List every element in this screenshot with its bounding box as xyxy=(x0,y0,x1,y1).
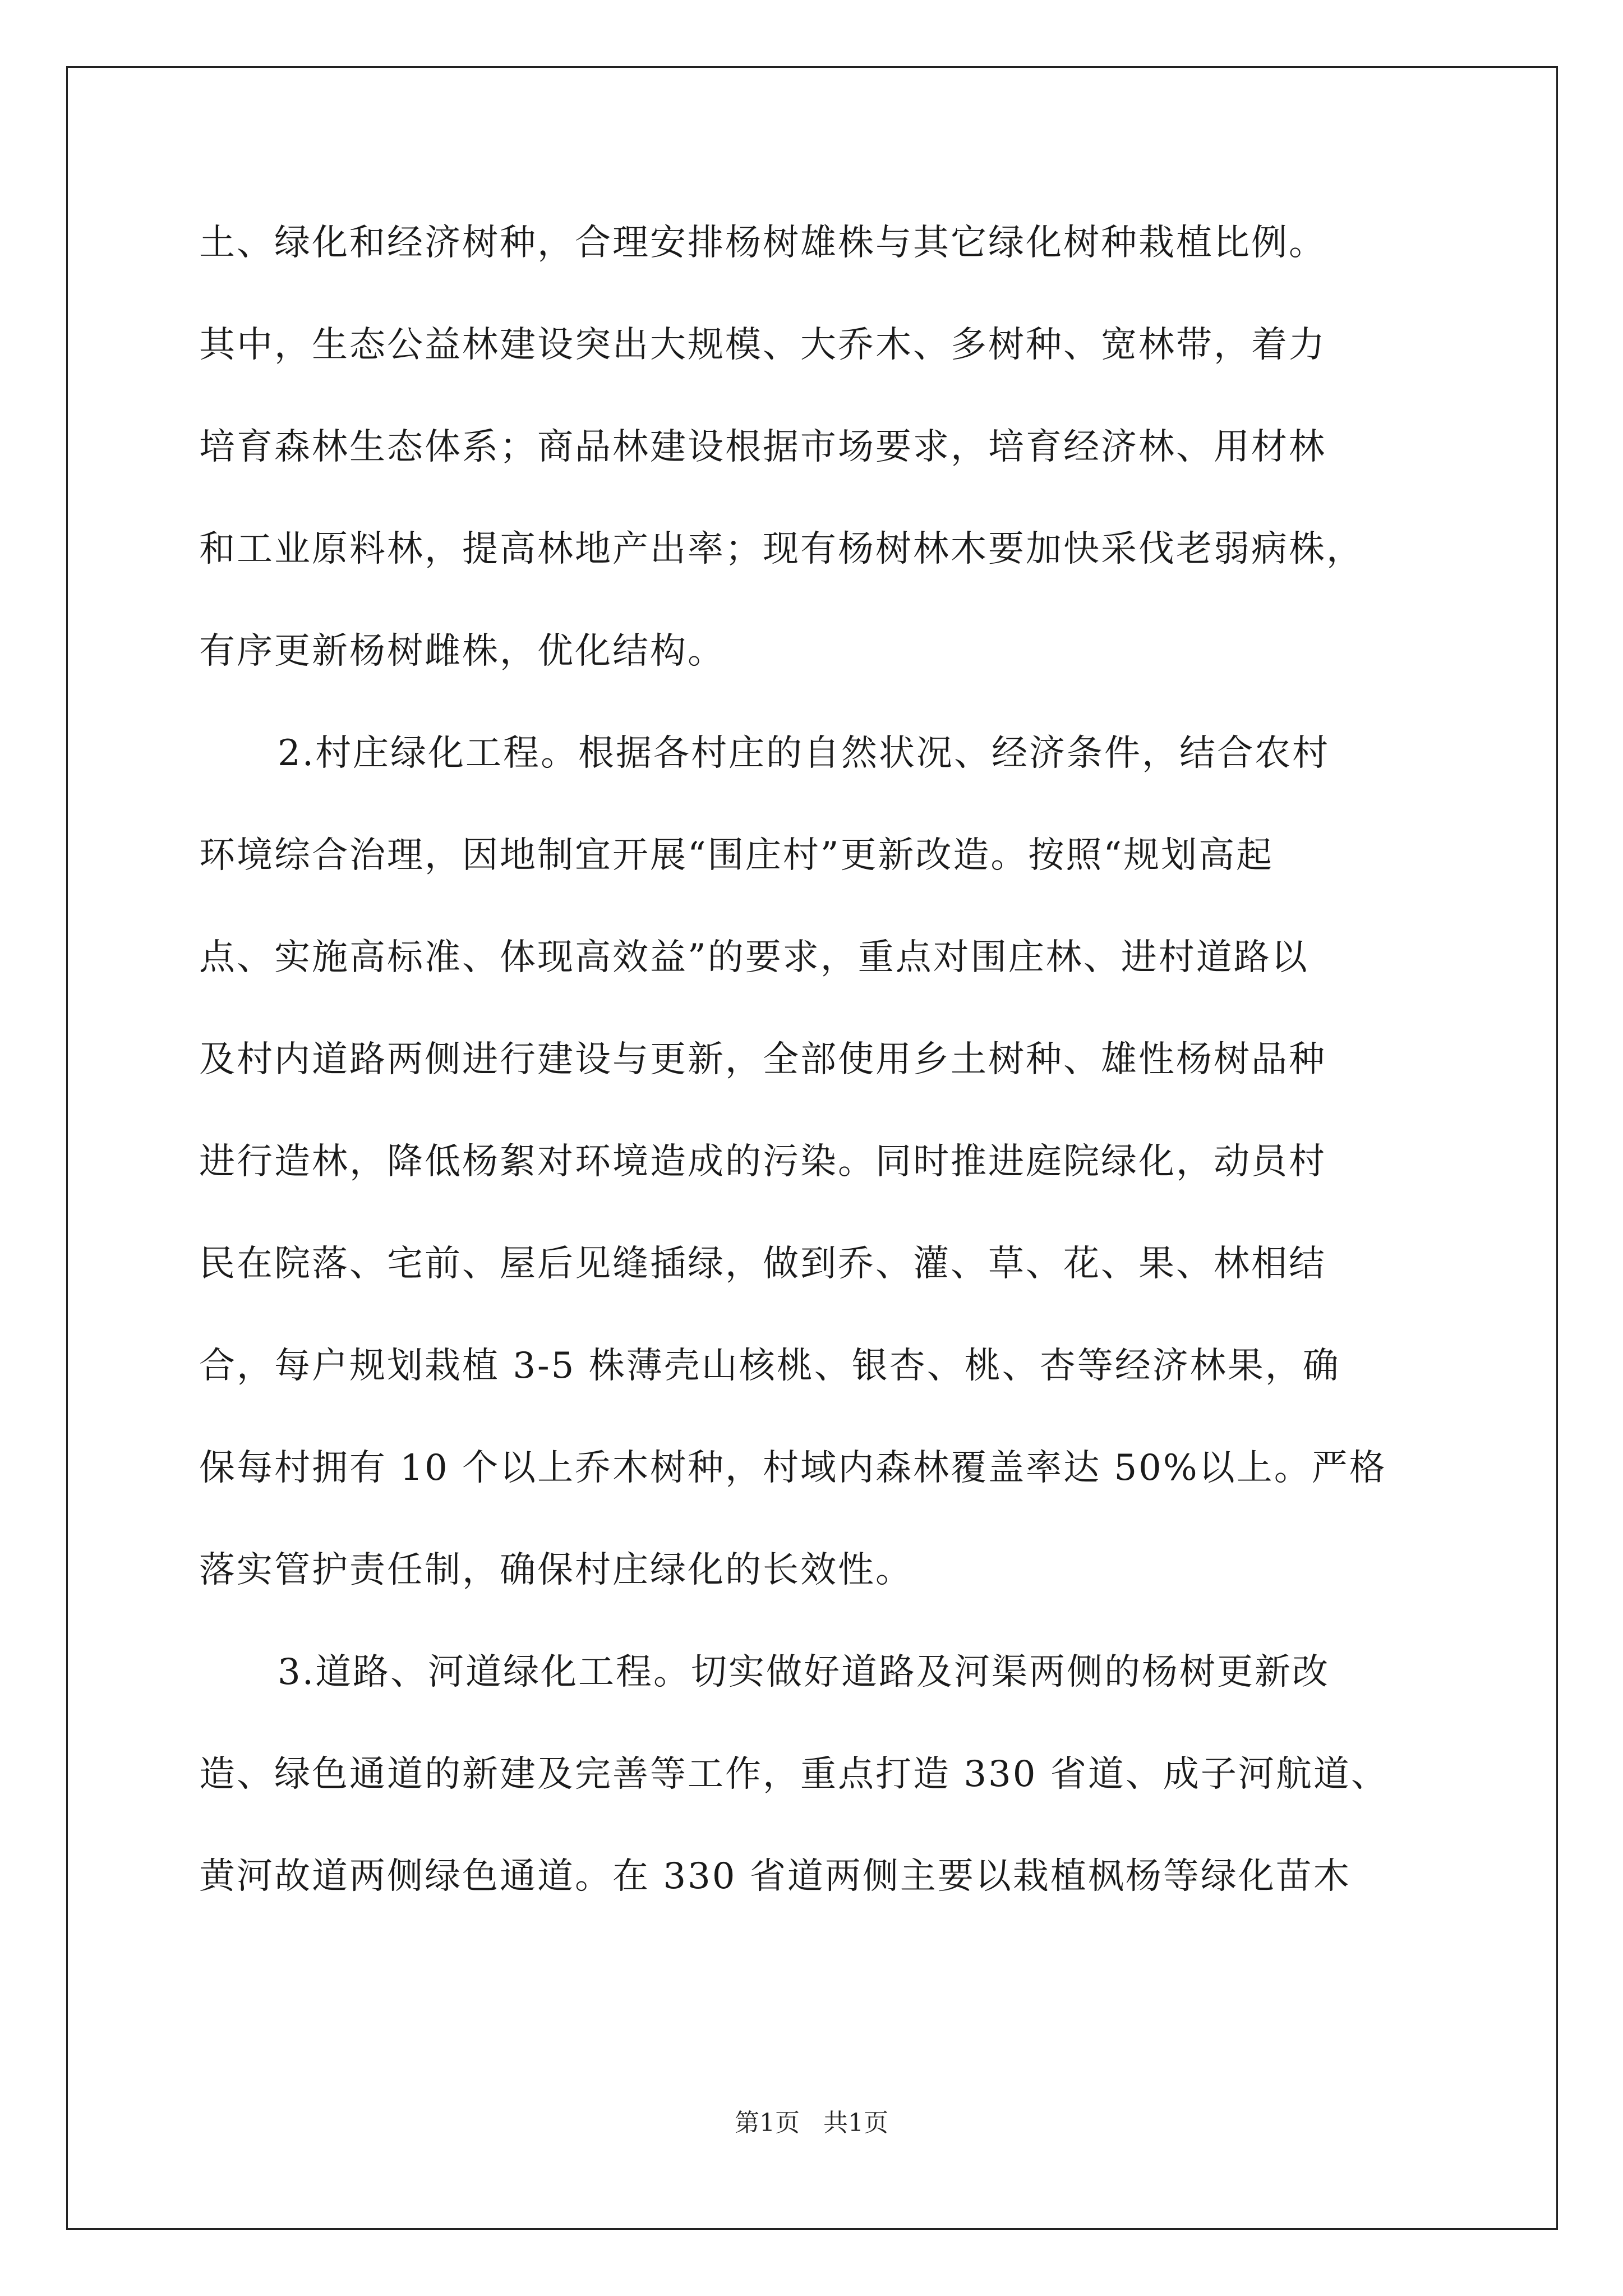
text-line: 培育森林生态体系；商品林建设根据市场要求，培育经济林、用材林 xyxy=(199,426,1326,468)
document-body xyxy=(199,192,1447,1927)
text-line: 点、实施高标准、体现高效益”的要求，重点对围庄林、进村道路以 xyxy=(199,937,1309,978)
paragraph-start-line: 3.道路、河道绿化工程。切实做好道路及河渠两侧的杨树更新改 xyxy=(278,1651,1330,1693)
text-line: 造、绿色通道的新建及完善等工作，重点打造 330 省道、成子河航道、 xyxy=(199,1754,1389,1795)
text-line: 落实管护责任制，确保村庄绿化的长效性。 xyxy=(199,1549,913,1591)
text-line: 和工业原料林，提高林地产出率；现有杨树林木要加快采伐老弱病株， xyxy=(199,528,1364,570)
page-footer xyxy=(0,2102,1623,2138)
text-line: 民在院落、宅前、屋后见缝插绿，做到乔、灌、草、花、果、林相结 xyxy=(199,1243,1326,1285)
page-total: 共1页 xyxy=(823,2109,888,2137)
paragraph-start-line: 2.村庄绿化工程。根据各村庄的自然状况、经济条件，结合农村 xyxy=(278,733,1330,774)
text-line: 合，每户规划栽植 3-5 株薄壳山核桃、银杏、桃、杏等经济林果，确 xyxy=(199,1345,1340,1387)
text-line: 进行造林，降低杨絮对环境造成的污染。同时推进庭院绿化，动员村 xyxy=(199,1141,1326,1182)
text-line: 有序更新杨树雌株，优化结构。 xyxy=(199,631,725,672)
text-line: 黄河故道两侧绿色通道。在 330 省道两侧主要以栽植枫杨等绿化苗木 xyxy=(199,1856,1351,1897)
page-number: 第1页 xyxy=(735,2109,800,2137)
text-line: 环境综合治理，因地制宜开展“围庄村”更新改造。按照“规划高起 xyxy=(199,835,1274,876)
text-line: 其中，生态公益林建设突出大规模、大乔木、多树种、宽林带，着力 xyxy=(199,324,1326,366)
text-line: 保每村拥有 10 个以上乔木树种，村域内森林覆盖率达 50%以上。严格 xyxy=(199,1447,1387,1489)
text-line: 土、绿化和经济树种，合理安排杨树雄株与其它绿化树种栽植比例。 xyxy=(199,222,1326,264)
text-line: 及村内道路两侧进行建设与更新，全部使用乡土树种、雄性杨树品种 xyxy=(199,1039,1326,1080)
